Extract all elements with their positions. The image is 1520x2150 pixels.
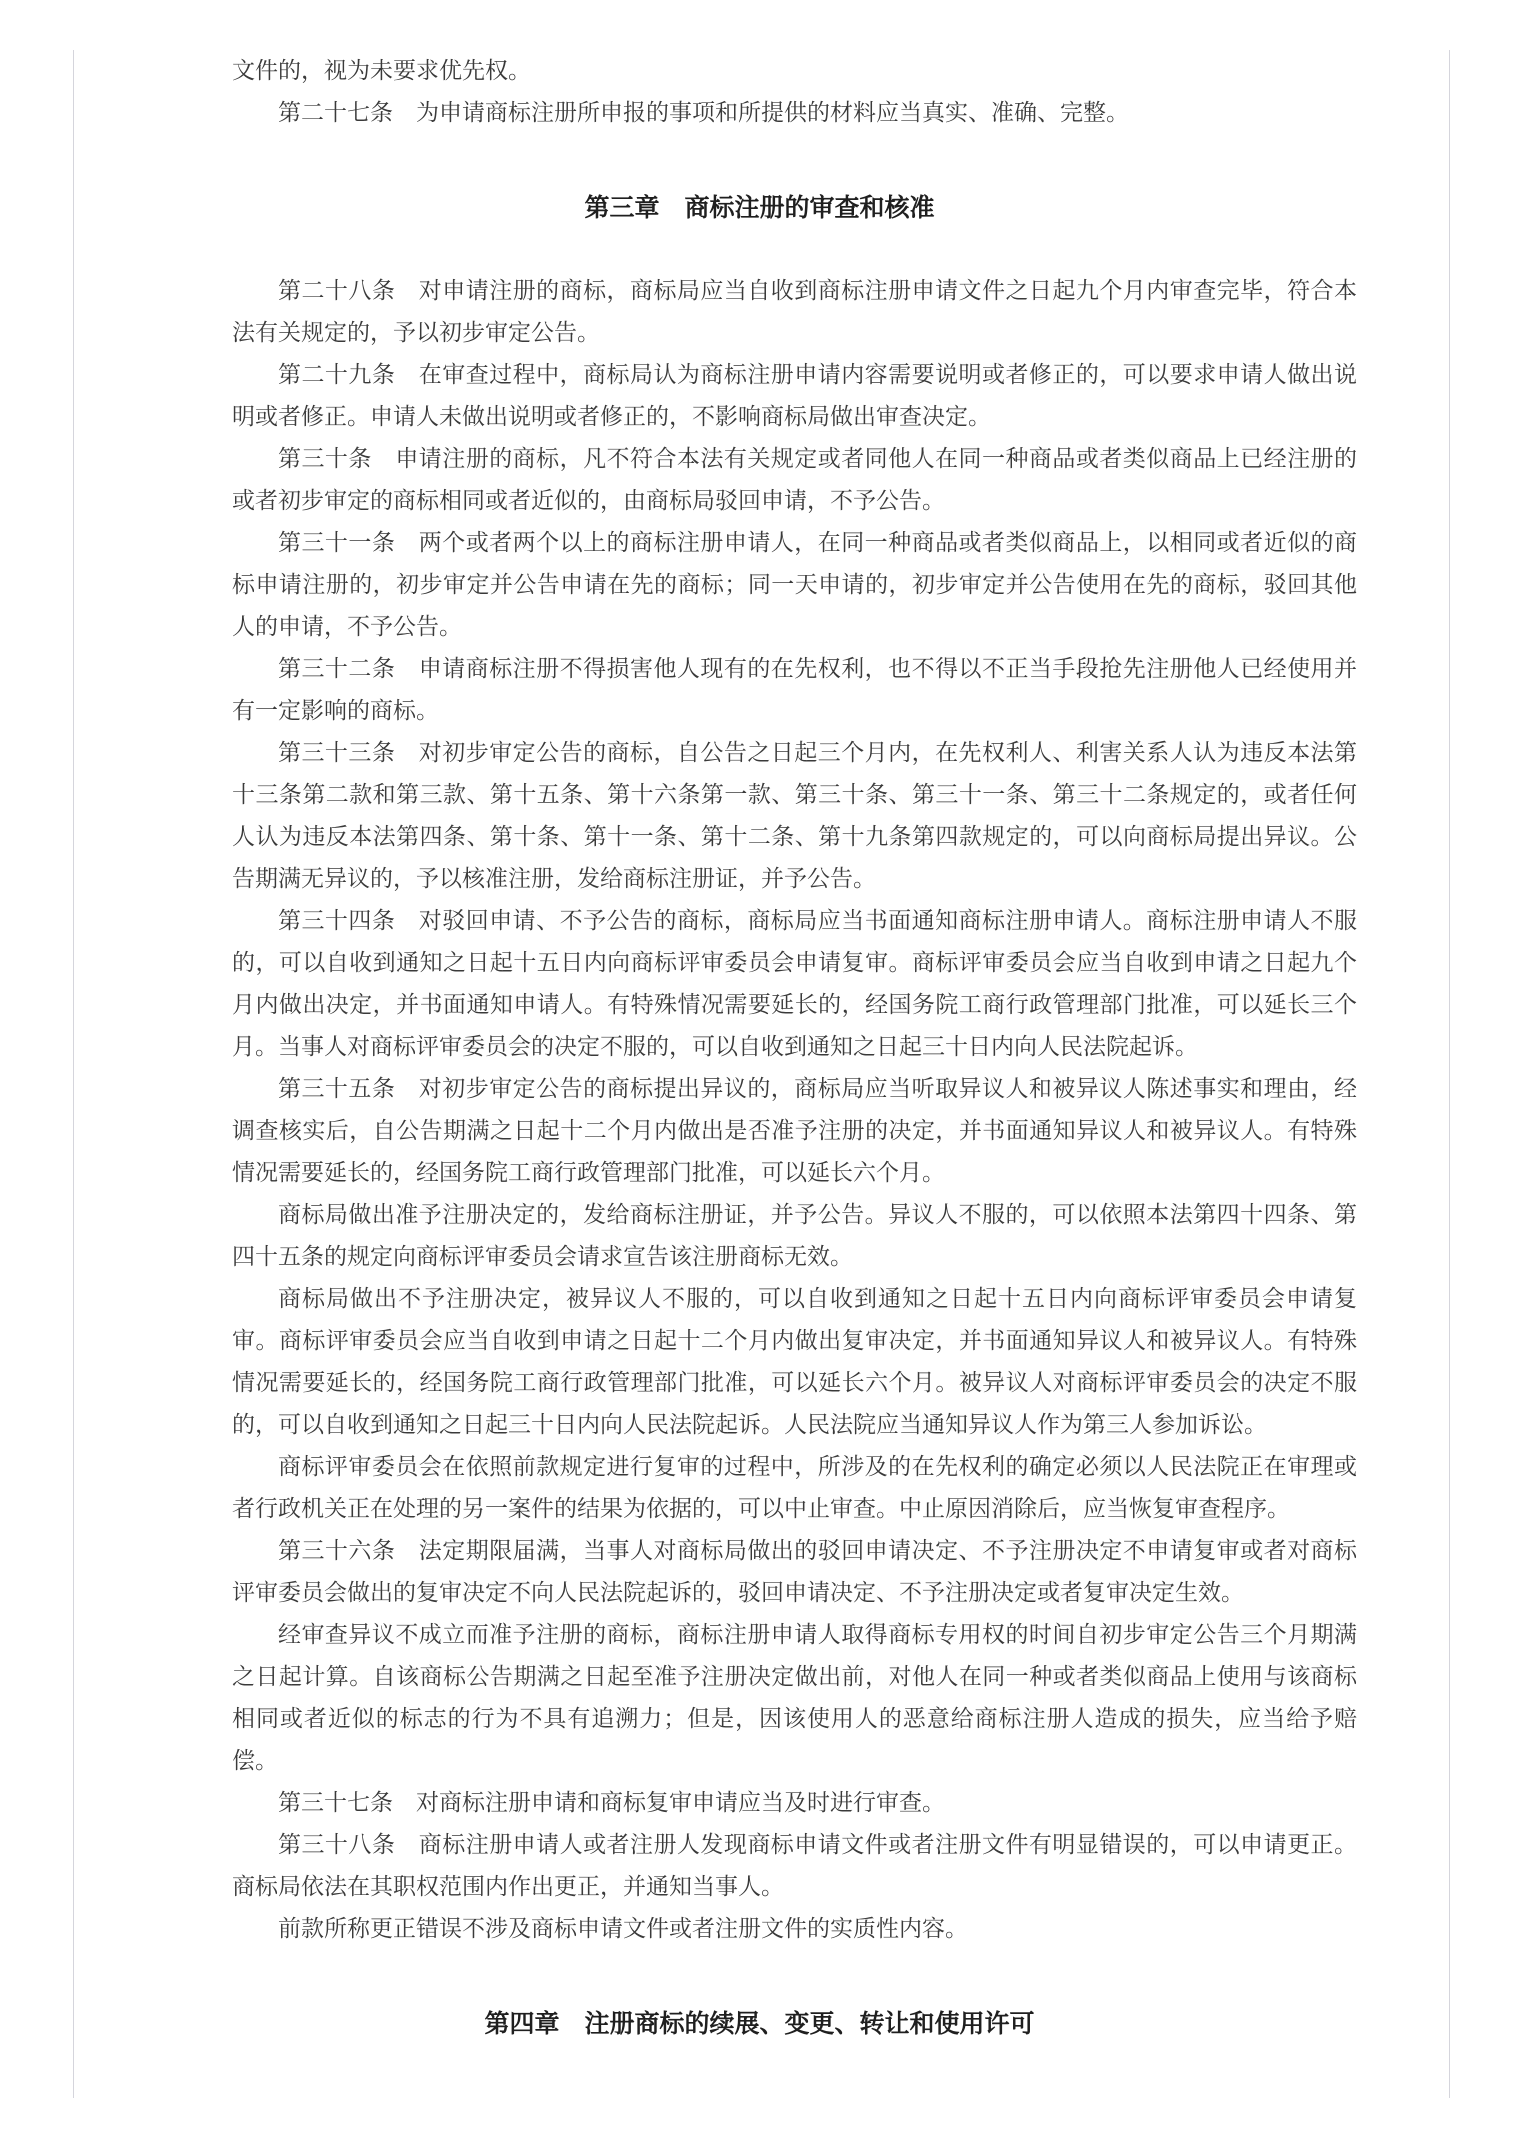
paragraph: 文件的，视为未要求优先权。 [232,58,531,83]
paragraph: 第三十三条 对初步审定公告的商标，自公告之日起三个月内，在先权利人、利害关系人认为违反本法第十三条第二款和第三款、第十五条、第十六条第一款、第三十条、第三十一条、第三十二条规定的，或者任何人认为违反本法第四条、第十条、第十一条、第十二条、第十九条第四款规定的，可以向商标局提出异议。公告期满无异议的，予以核准注册，发给商标注册证，并予公告。 [232,740,1357,891]
left-margin-rule [73,50,74,2098]
paragraph: 商标评审委员会在依照前款规定进行复审的过程中，所涉及的在先权利的确定必须以人民法院正在审理或者行政机关正在处理的另一案件的结果为依据的，可以中止审查。中止原因消除后，应当恢复审查程序。 [232,1454,1357,1521]
paragraph: 第三十一条 两个或者两个以上的商标注册申请人，在同一种商品或者类似商品上，以相同或者近似的商标申请注册的，初步审定并公告申请在先的商标；同一天申请的，初步审定并公告使用在先的商标，驳回其他人的申请，不予公告。 [232,530,1357,639]
chapter-heading: 第四章 注册商标的续展、变更、转让和使用许可 [484,2010,1035,2038]
paragraph: 第二十九条 在审查过程中，商标局认为商标注册申请内容需要说明或者修正的，可以要求申请人做出说明或者修正。申请人未做出说明或者修正的，不影响商标局做出审查决定。 [232,362,1357,429]
paragraph: 第三十八条 商标注册申请人或者注册人发现商标申请文件或者注册文件有明显错误的，可以申请更正。商标局依法在其职权范围内作出更正，并通知当事人。 [232,1832,1357,1899]
paragraph: 商标局做出不予注册决定，被异议人不服的，可以自收到通知之日起十五日内向商标评审委员会申请复审。商标评审委员会应当自收到申请之日起十二个月内做出复审决定，并书面通知异议人和被异议人。有特殊情况需要延长的，经国务院工商行政管理部门批准，可以延长六个月。被异议人对商标评审委员会的决定不服的，可以自收到通知之日起三十日内向人民法院起诉。人民法院应当通知异议人作为第三人参加诉讼。 [232,1286,1357,1437]
paragraph: 第三十六条 法定期限届满，当事人对商标局做出的驳回申请决定、不予注册决定不申请复审或者对商标评审委员会做出的复审决定不向人民法院起诉的，驳回申请决定、不予注册决定或者复审决定生效。 [232,1538,1357,1605]
paragraph: 前款所称更正错误不涉及商标申请文件或者注册文件的实质性内容。 [278,1916,968,1941]
document-body [232,50,1357,2086]
right-margin-rule [1449,50,1450,2098]
paragraph: 第二十八条 对申请注册的商标，商标局应当自收到商标注册申请文件之日起九个月内审查完毕，符合本法有关规定的，予以初步审定公告。 [232,278,1357,345]
chapter-heading: 第三章 商标注册的审查和核准 [584,194,935,222]
paragraph: 第三十五条 对初步审定公告的商标提出异议的，商标局应当听取异议人和被异议人陈述事实和理由，经调查核实后，自公告期满之日起十二个月内做出是否准予注册的决定，并书面通知异议人和被异议人。有特殊情况需要延长的，经国务院工商行政管理部门批准，可以延长六个月。 [232,1076,1357,1185]
paragraph: 第二十七条 为申请商标注册所申报的事项和所提供的材料应当真实、准确、完整。 [278,100,1129,125]
paragraph: 第三十七条 对商标注册申请和商标复审申请应当及时进行审查。 [278,1790,945,1815]
paragraph: 第三十二条 申请商标注册不得损害他人现有的在先权利，也不得以不正当手段抢先注册他人已经使用并有一定影响的商标。 [232,656,1357,723]
paragraph: 经审查异议不成立而准予注册的商标，商标注册申请人取得商标专用权的时间自初步审定公告三个月期满之日起计算。自该商标公告期满之日起至准予注册决定做出前，对他人在同一种或者类似商品上使用与该商标相同或者近似的标志的行为不具有追溯力；但是，因该使用人的恶意给商标注册人造成的损失，应当给予赔偿。 [232,1622,1357,1773]
paragraph: 第三十条 申请注册的商标，凡不符合本法有关规定或者同他人在同一种商品或者类似商品上已经注册的或者初步审定的商标相同或者近似的，由商标局驳回申请，不予公告。 [232,446,1357,513]
paragraph: 商标局做出准予注册决定的，发给商标注册证，并予公告。异议人不服的，可以依照本法第四十四条、第四十五条的规定向商标评审委员会请求宣告该注册商标无效。 [232,1202,1357,1269]
paragraph: 第三十四条 对驳回申请、不予公告的商标，商标局应当书面通知商标注册申请人。商标注册申请人不服的，可以自收到通知之日起十五日内向商标评审委员会申请复审。商标评审委员会应当自收到申请之日起九个月内做出决定，并书面通知申请人。有特殊情况需要延长的，经国务院工商行政管理部门批准，可以延长三个月。当事人对商标评审委员会的决定不服的，可以自收到通知之日起三十日内向人民法院起诉。 [232,908,1357,1059]
